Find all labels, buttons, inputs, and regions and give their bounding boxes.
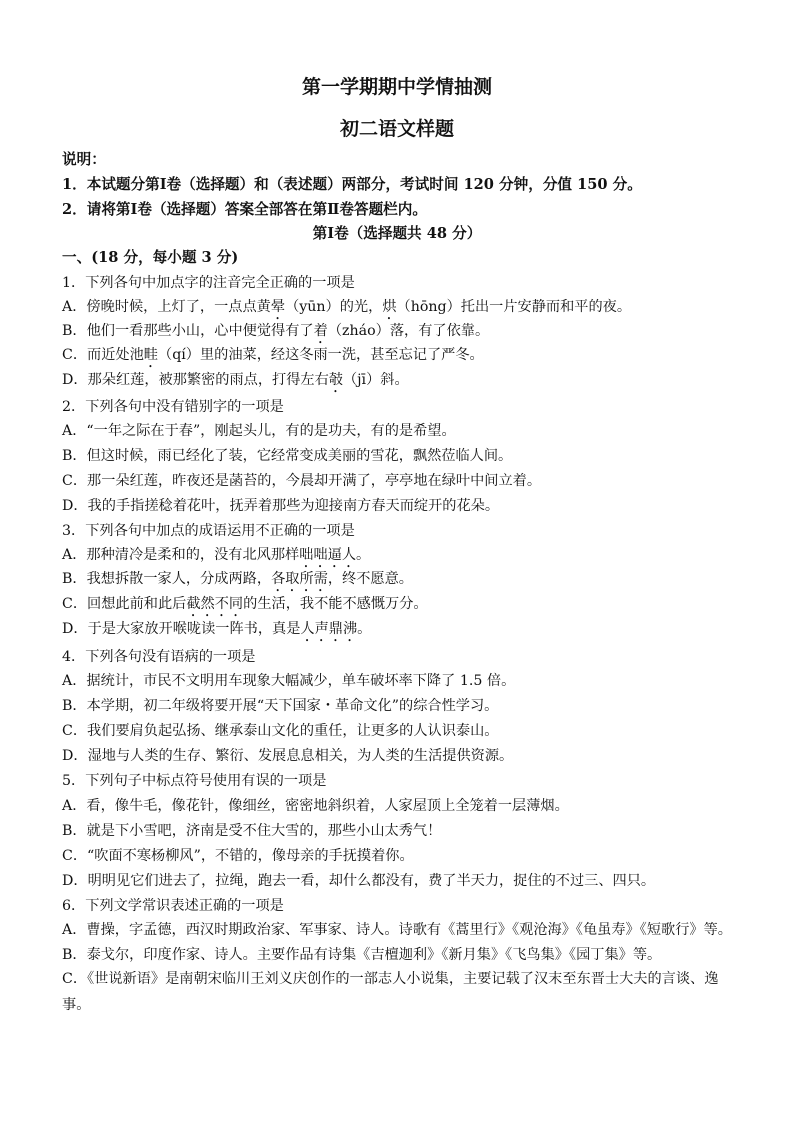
option-a [62,297,752,323]
option-b [62,321,752,347]
option-a: A．曹操，字孟德，西汉时期政治家、军事家、诗人。诗歌有《蒿里行》《观沧海》《龟虽寿》《短歌行》等。 [62,922,732,938]
dotted-char: 攲 [328,372,343,388]
exam-subtitle: 初二语文样题 [339,118,454,140]
option-a: A．据统计，市民不文明用车现象大幅减少，单车破坏率下降了 1.5 倍。 [62,673,516,689]
option-text: （zháo）落，有了依靠。 [327,323,490,339]
part-title: 第Ⅰ卷（选择题共 48 分） [312,225,482,242]
option-d [62,370,752,396]
option-c: C．我们要肩负起弘扬、继承泰山文化的重任，让更多的人认识泰山。 [62,723,499,739]
notes-heading: 说明： [62,151,106,168]
option-a [62,545,752,571]
option-c [62,345,752,371]
option-b [62,569,752,595]
option-c: C．“吹面不寒杨柳风”，不错的，像母亲的手抚摸着你。 [62,848,414,864]
section-title: 一、(18 分，每小题 3 分) [62,249,239,266]
option-d [62,619,752,645]
option-text: ，终不愿意。 [327,571,413,587]
option-b: B．就是下小雪吧，济南是受不住大雪的，那些小山太秀气！ [62,823,442,839]
dotted-char: 着 [313,323,328,339]
question-stem: 5．下列句子中标点符号使用有误的一项是 [62,773,327,789]
option-c [62,594,752,620]
option-b: B．泰戈尔，印度作家、诗人。主要作品有诗集《吉檀迦利》《新月集》《飞鸟集》《园丁集》等。 [62,947,662,963]
option-text: C．回想此前和此后 [62,596,187,612]
option-text: B．我想拆散一家人，分成两路， [62,571,272,587]
dotted-char: 烘 [382,299,397,315]
option-text: （hōng）托出一片安静而和平的夜。 [396,299,632,315]
option-c: C．《世说新语》是南朝宋临川王刘义庆创作的一部志人小说集，主要记载了汉末至东晋士大夫的言谈、逸事。 [62,971,719,1013]
option-a: A．“一年之际在于春”，刚起头儿，有的是功夫，有的是希望。 [62,423,456,439]
notes-item: 2．请将第Ⅰ卷（选择题）答案全部答在第Ⅱ卷答题栏内。 [62,201,427,218]
notes-item: 1．本试题分第Ⅰ卷（选择题）和（表述题）两部分，考试时间 120 分钟，分值 150 分。 [62,176,642,193]
option-text: （jī）斜。 [342,372,409,388]
option-text: 。 [357,621,372,637]
option-text: D．那朵红莲，被那繁密的雨点，打得左右 [62,372,329,388]
question-stem: 6．下列文学常识表述正确的一项是 [62,898,284,914]
option-d: D．我的手指搓稔着花叶，抚弄着那些为迎接南方春天而绽开的花朵。 [62,498,500,514]
dotted-idiom: 各取所需 [271,571,328,587]
dotted-idiom: 截然不同 [186,596,244,612]
option-b: B．本学期，初二年级将要开展“天下国家・革命文化”的综合性学习。 [62,698,499,714]
option-c: C．那一朵红莲，昨夜还是菡苔的，今晨却开满了，亭亭地在绿叶中间立着。 [62,473,542,489]
question-stem: 4．下列各句没有语病的一项是 [62,649,256,665]
option-text: C．而近处池 [62,347,144,363]
option-a: A．看，像牛毛，像花针，像细丝，密密地斜织着，人家屋顶上全笼着一层薄烟。 [62,798,569,814]
dotted-char: 畦 [143,347,158,363]
option-text: 的生活，我不能不感慨万分。 [243,596,428,612]
option-text: （qí）里的油菜，经这冬雨一洗，甚至忘记了严冬。 [158,347,484,363]
option-text: 。 [356,547,371,563]
exam-title: 第一学期期中学情抽测 [301,76,492,98]
option-text: A．傍晚时候，上灯了，一点点黄 [62,299,271,315]
option-d: D．湿地与人类的生存、繁衍、发展息息相关，为人类的生活提供资源。 [62,748,514,764]
option-text: A．那种清冷是柔和的，没有北风那样 [62,547,300,563]
question-stem: 3．下列各句中加点的成语运用不正确的一项是 [62,523,355,539]
question-stem: 1．下列各句中加点字的注音完全正确的一项是 [62,275,355,291]
option-text: B．他们一看那些小山，心中便觉得有了 [62,323,314,339]
option-text: D．于是大家放开喉咙读一阵书，真是 [62,621,301,637]
dotted-char: 晕 [270,299,286,315]
question-stem: 2．下列各句中没有错别字的一项是 [62,399,284,415]
option-text: （yūn）的光， [285,299,383,315]
dotted-idiom: 咄咄逼人 [299,547,357,563]
dotted-idiom: 人声鼎沸 [300,621,358,637]
option-d: D．明明见它们进去了，拉绳，跑去一看，却什么都没有，费了半天力，捉住的不过三、四只。 [62,873,656,889]
option-b: B．但这时候，雨已经化了装，它经常变成美丽的雪花，飘然莅临人间。 [62,448,513,464]
